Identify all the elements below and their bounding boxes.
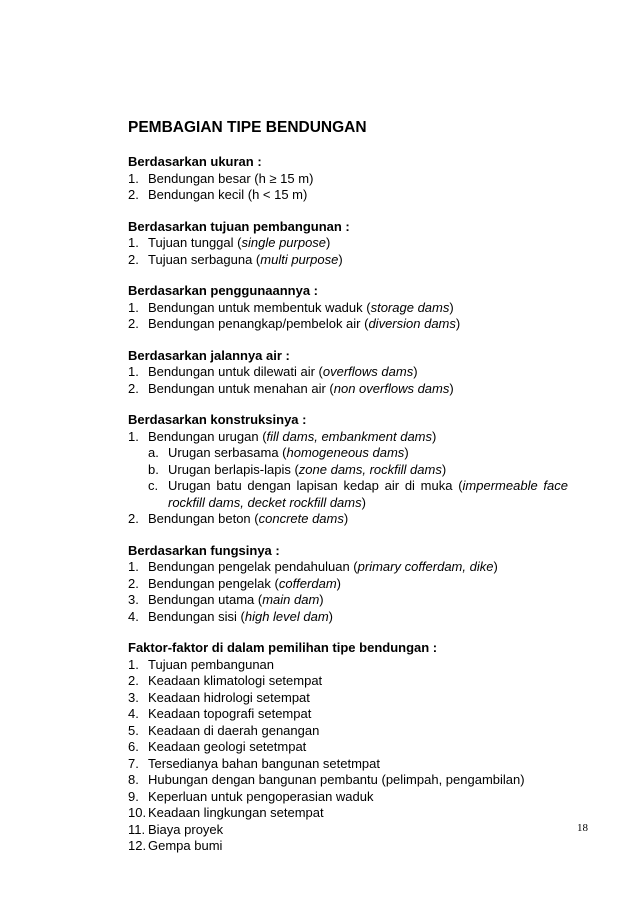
list-item (128, 822, 568, 839)
item-list (128, 364, 568, 397)
item-text-italic: storage dams (370, 299, 450, 315)
item-text-italic: fill dams, embankment dams (266, 428, 432, 444)
section-heading: Berdasarkan tujuan pembangunan : (128, 218, 350, 234)
section-heading: Berdasarkan penggunaannya : (128, 283, 318, 298)
item-text (148, 576, 568, 593)
item-text-italic: zone dams, rockfill dams (298, 461, 442, 477)
section-faktor (128, 640, 568, 855)
item-text-italic: main dam (262, 592, 320, 607)
item-text-part: ) (432, 428, 437, 444)
item-number: 4. (128, 608, 139, 624)
item-text-part: Bendungan besar (h ≥ 15 m) (148, 170, 314, 186)
list-item (128, 364, 568, 381)
item-text-part: ) (449, 299, 454, 315)
page-title: PEMBAGIAN TIPE BENDUNGAN (128, 119, 367, 136)
list-item (128, 609, 568, 626)
item-text-italic: concrete dams (258, 511, 344, 526)
item-number: 8. (128, 772, 139, 787)
list-item (128, 756, 568, 773)
item-text (148, 822, 568, 839)
list-item (128, 252, 568, 269)
list-item (128, 171, 568, 188)
item-text-part: ) (319, 592, 324, 607)
item-number: 11. (128, 821, 146, 837)
item-text (148, 559, 568, 576)
item-text (148, 592, 568, 609)
item-text (148, 252, 568, 269)
item-text-part: Keperluan untuk pengoperasian waduk (148, 788, 374, 804)
item-text (148, 300, 568, 317)
item-text-part: ) (343, 511, 349, 526)
item-number: 9. (128, 788, 139, 804)
item-text-part: Bendungan urugan ( (148, 428, 267, 444)
item-number: 2. (128, 511, 139, 526)
section-ukuran (128, 154, 568, 204)
sub-list-item (128, 478, 568, 511)
item-text-part: Gempa bumi (148, 838, 223, 853)
item-text (148, 706, 568, 723)
item-text (148, 739, 568, 756)
list-item (128, 723, 568, 740)
item-number: 1. (128, 170, 139, 186)
item-text-part: ) (493, 559, 498, 574)
item-text-part: ) (361, 494, 366, 510)
document-page (128, 118, 568, 855)
item-number: 7. (128, 755, 139, 771)
item-text-part: ) (413, 364, 418, 379)
item-text-part: Keadaan di daerah genangan (148, 722, 320, 738)
item-text-part: Tersedianya bahan bangunan setetmpat (148, 755, 381, 771)
item-number: 1. (128, 299, 139, 315)
item-number: 2. (128, 251, 139, 267)
item-text (148, 316, 568, 333)
item-text (148, 187, 568, 204)
item-number: 1. (128, 428, 139, 444)
item-text-part: Tujuan pembangunan (148, 656, 275, 672)
item-text-italic: cofferdam (278, 575, 337, 591)
item-text (148, 511, 568, 528)
item-text-part: Urugan batu dengan lapisan kedap air di muka ( (168, 478, 463, 493)
item-text (148, 657, 568, 674)
list-item (128, 576, 568, 593)
sub-item-letter: c. (148, 478, 159, 493)
item-number: 2. (128, 673, 139, 688)
list-item (128, 673, 568, 690)
section-heading: Berdasarkan jalannya air : (128, 347, 290, 363)
item-text-italic: multi purpose (260, 251, 339, 267)
list-item (128, 789, 568, 806)
item-text (148, 673, 568, 690)
item-number: 1. (128, 656, 139, 672)
item-text-part: ) (328, 608, 334, 624)
item-list (128, 235, 568, 268)
section-heading: Berdasarkan ukuran : (128, 154, 262, 169)
item-text-part: Bendungan pengelak ( (148, 575, 279, 591)
item-text-italic: homogeneous dams (286, 445, 405, 460)
item-text-part: ) (455, 316, 461, 331)
list-item (128, 511, 568, 528)
item-text-italic: diversion dams (368, 316, 456, 331)
item-text-part: Tujuan tunggal ( (148, 235, 242, 250)
list-item (128, 429, 568, 446)
item-text (148, 772, 568, 789)
list-item (128, 381, 568, 398)
item-text (148, 381, 568, 398)
section-fungsi (128, 543, 568, 626)
list-item (128, 805, 568, 822)
item-number: 1. (128, 364, 139, 379)
item-text-part: Tujuan serbaguna ( (148, 251, 261, 267)
item-text-italic: primary cofferdam, dike (357, 559, 494, 574)
item-number: 6. (128, 739, 139, 754)
item-text-part: Biaya proyek (148, 821, 224, 837)
section-heading: Berdasarkan konstruksinya : (128, 412, 307, 427)
item-number: 2. (128, 575, 139, 591)
item-text (148, 723, 568, 740)
item-text-part: Bendungan pengelak pendahuluan ( (148, 559, 358, 574)
page-number: 18 (577, 822, 588, 834)
list-item (128, 657, 568, 674)
section-tujuan (128, 219, 568, 269)
sub-list-item (128, 462, 568, 479)
item-text-part: ) (441, 461, 447, 477)
list-item (128, 772, 568, 789)
item-text (148, 756, 568, 773)
item-text-part: Keadaan hidrologi setempat (148, 689, 310, 705)
item-text (148, 609, 568, 626)
item-text-italic: non overflows dams (333, 380, 450, 396)
item-list (128, 657, 568, 855)
item-text (148, 805, 568, 822)
item-text (148, 690, 568, 707)
section-heading: Berdasarkan fungsinya : (128, 542, 280, 558)
item-text-part: Bendungan untuk membentuk waduk ( (148, 299, 371, 315)
item-text-italic: impermeable face rockfill dams, decket rockfill dams (168, 478, 569, 510)
list-item (128, 706, 568, 723)
item-number: 4. (128, 706, 139, 721)
item-text-italic: single purpose (241, 235, 327, 250)
item-text-part: Keadaan topografi setempat (148, 706, 312, 721)
sub-item-letter: a. (148, 445, 159, 460)
item-list (128, 429, 568, 528)
list-item (128, 838, 568, 855)
item-text-part: Bendungan sisi ( (148, 608, 245, 624)
item-text (148, 789, 568, 806)
item-text (148, 429, 568, 446)
item-text-italic: high level dam (244, 608, 329, 624)
item-text-part: Keadaan klimatologi setempat (148, 673, 323, 688)
section-jalannya-air (128, 348, 568, 398)
list-item (128, 235, 568, 252)
item-text-part: Keadaan lingkungan setempat (148, 805, 324, 820)
list-item (128, 592, 568, 609)
item-text-part: ) (404, 445, 409, 460)
section-penggunaan (128, 283, 568, 333)
item-text (148, 235, 568, 252)
item-text (148, 364, 568, 381)
item-text (148, 838, 568, 855)
item-text-part: Bendungan untuk dilewati air ( (148, 364, 323, 379)
item-text-part: ) (336, 575, 341, 591)
item-number: 12. (128, 838, 147, 853)
item-text-part: Urugan berlapis-lapis ( (168, 461, 299, 477)
item-text-part: Bendungan utama ( (148, 592, 263, 607)
item-text-part: Bendungan beton ( (148, 511, 259, 526)
item-list (128, 559, 568, 625)
item-text-part: ) (326, 235, 331, 250)
item-text-part: Bendungan penangkap/pembelok air ( (148, 316, 369, 331)
item-text (168, 462, 568, 479)
list-item (128, 316, 568, 333)
item-number: 5. (128, 722, 139, 738)
item-number: 1. (128, 559, 139, 574)
item-number: 3. (128, 689, 139, 705)
list-item (128, 559, 568, 576)
item-number: 10. (128, 805, 147, 820)
list-item (128, 187, 568, 204)
item-list (128, 171, 568, 204)
list-item (128, 739, 568, 756)
item-text-part: Keadaan geologi setetmpat (148, 739, 307, 754)
item-number: 1. (128, 235, 139, 250)
section-konstruksi (128, 412, 568, 528)
item-number: 2. (128, 187, 139, 202)
item-text-part: Hubungan dengan bangunan pembantu (pelimpah, pengambilan) (148, 772, 525, 787)
item-text-part: Bendungan untuk menahan air ( (148, 380, 334, 396)
item-number: 2. (128, 316, 139, 331)
item-text-part: Bendungan kecil (h < 15 m) (148, 187, 308, 202)
list-item (128, 690, 568, 707)
item-text (148, 171, 568, 188)
item-text-part: Urugan serbasama ( (168, 445, 287, 460)
item-text-part: ) (338, 251, 343, 267)
item-text (168, 445, 568, 462)
list-item (128, 300, 568, 317)
item-list (128, 300, 568, 333)
item-text (168, 478, 568, 511)
item-text-part: ) (449, 380, 454, 396)
item-text-italic: overflows dams (322, 364, 414, 379)
sub-list-item (128, 445, 568, 462)
sub-item-letter: b. (148, 461, 159, 477)
item-number: 3. (128, 592, 139, 607)
item-number: 2. (128, 380, 139, 396)
section-heading: Faktor-faktor di dalam pemilihan tipe bendungan : (128, 640, 438, 655)
